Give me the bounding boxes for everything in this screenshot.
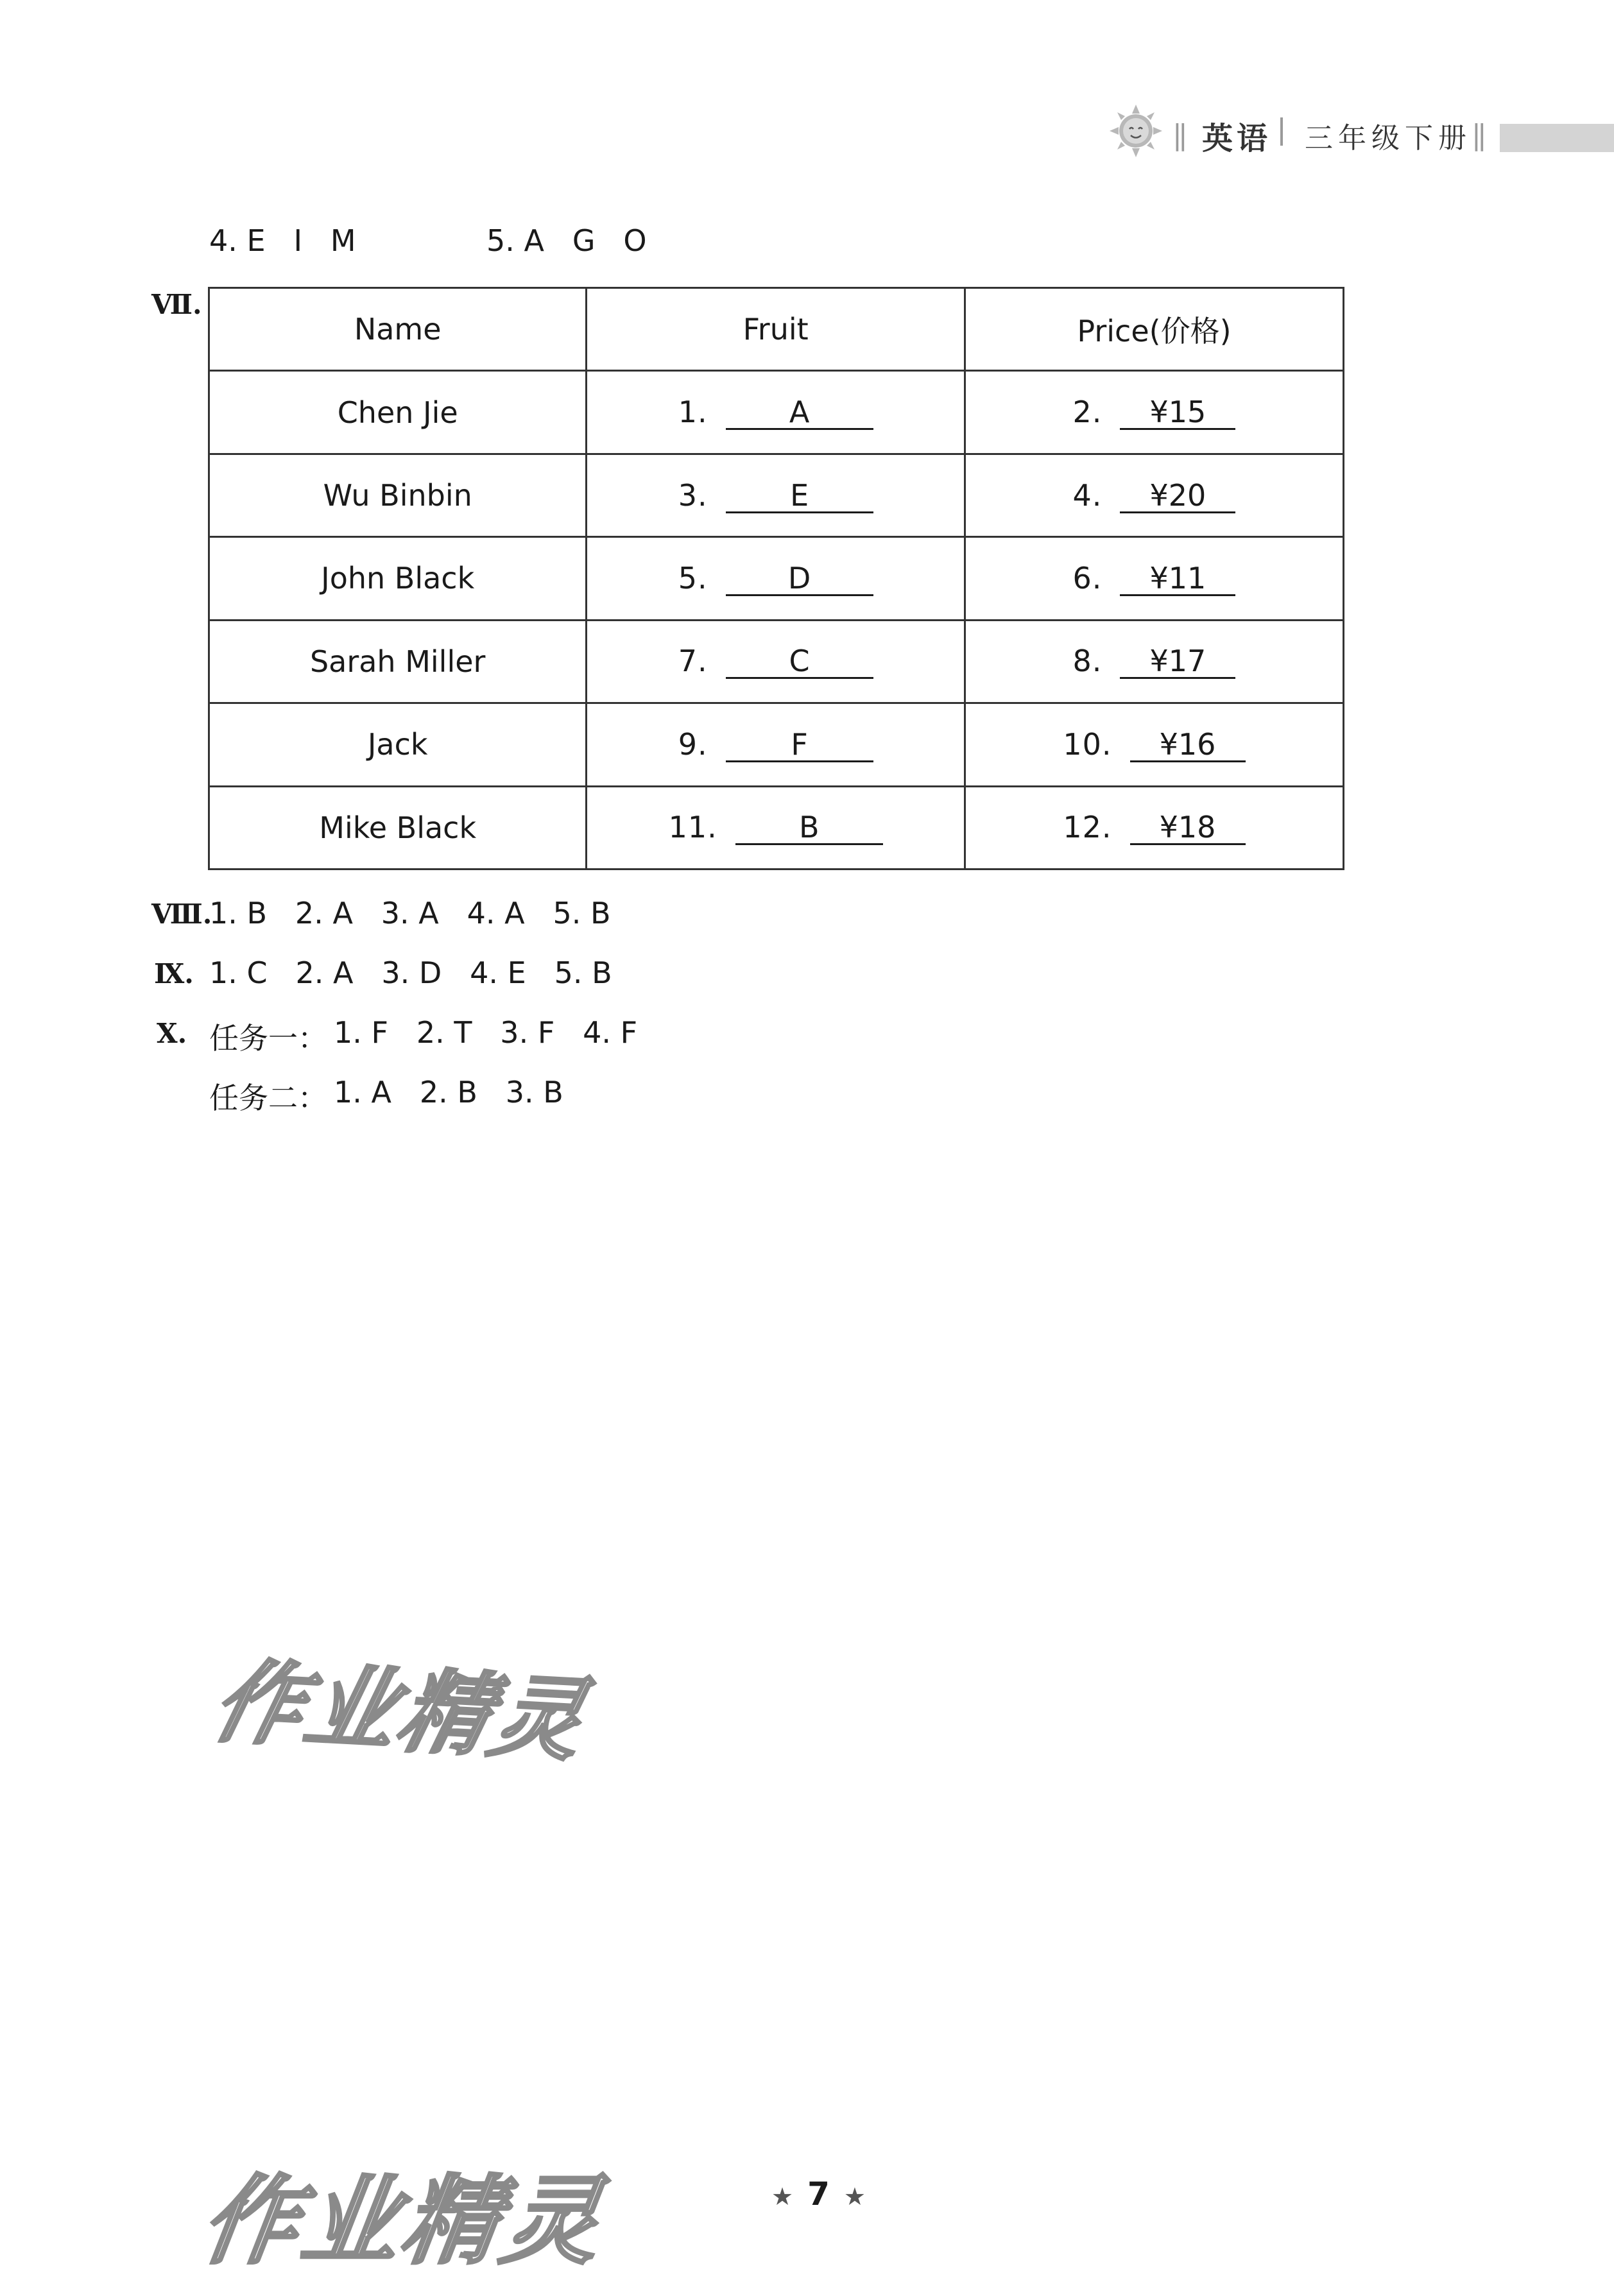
task-1-answers: 1. F 2. T 3. F 4. F xyxy=(334,1015,638,1050)
header-divider-bars: || xyxy=(1172,119,1184,151)
row-name: John Black xyxy=(209,537,587,620)
fruit-answer: B xyxy=(735,811,883,845)
header-fruit: Fruit xyxy=(587,288,965,371)
table-row xyxy=(209,537,1344,620)
sun-icon xyxy=(1107,102,1165,160)
price-answer: ¥15 xyxy=(1120,396,1235,430)
row-fruit xyxy=(587,703,965,786)
price-number: 10. xyxy=(1063,726,1112,762)
fruit-price-table xyxy=(208,287,1344,870)
header-separator xyxy=(1280,117,1283,146)
row-price xyxy=(965,786,1343,869)
table-row xyxy=(209,371,1344,454)
table-row xyxy=(209,620,1344,703)
fruit-answer: D xyxy=(726,562,873,596)
fruit-number: 7. xyxy=(678,644,708,679)
table-row xyxy=(209,786,1344,869)
row-name: Sarah Miller xyxy=(209,620,587,703)
watermark-logo: 作业精灵 xyxy=(203,1649,598,1774)
row-price xyxy=(965,537,1343,620)
header-gray-strip xyxy=(1500,124,1614,152)
row-fruit xyxy=(587,454,965,536)
watermark-logo-bottom: 作业精灵 xyxy=(194,2166,612,2277)
section-9-answers: 1. C 2. A 3. D 4. E 5. B xyxy=(209,955,612,990)
section-8-numeral: Ⅷ. xyxy=(151,898,212,930)
row-fruit xyxy=(587,620,965,703)
table-row xyxy=(209,454,1344,536)
price-answer: ¥18 xyxy=(1130,811,1246,845)
row-name: Wu Binbin xyxy=(209,454,587,536)
section-8-answers: 1. B 2. A 3. A 4. A 5. B xyxy=(209,896,611,930)
fruit-number: 1. xyxy=(678,395,708,430)
row-fruit xyxy=(587,786,965,869)
price-number: 8. xyxy=(1072,644,1103,679)
header-grade: 三年级下册 xyxy=(1305,122,1472,155)
star-icon: ★ xyxy=(771,2182,794,2211)
table-header-row xyxy=(209,288,1344,371)
section-7-numeral: Ⅶ. xyxy=(151,289,202,320)
page-header xyxy=(1107,99,1614,170)
row-price xyxy=(965,620,1343,703)
answer-item-4: 4. E I M xyxy=(209,223,356,258)
price-number: 12. xyxy=(1063,810,1112,845)
section-9-numeral: Ⅸ. xyxy=(154,958,194,990)
row-price xyxy=(965,454,1343,536)
row-fruit xyxy=(587,537,965,620)
fruit-number: 3. xyxy=(678,477,708,513)
page-number-value: 7 xyxy=(807,2175,830,2213)
fruit-number: 5. xyxy=(678,560,708,595)
price-number: 2. xyxy=(1072,395,1103,430)
header-price: Price(价格) xyxy=(965,288,1343,371)
task-2-label: 任务二： xyxy=(209,1081,327,1115)
price-answer: ¥16 xyxy=(1130,728,1246,762)
page-number xyxy=(757,2175,880,2213)
price-number: 4. xyxy=(1072,477,1103,513)
fruit-answer: A xyxy=(726,396,873,430)
fruit-answer: F xyxy=(726,728,873,762)
fruit-answer: E xyxy=(726,479,873,513)
fruit-number: 9. xyxy=(678,726,708,762)
fruit-answer: C xyxy=(726,645,873,679)
row-price xyxy=(965,703,1343,786)
row-fruit xyxy=(587,371,965,454)
row-name: Jack xyxy=(209,703,587,786)
header-name: Name xyxy=(209,288,587,371)
task-2-answers: 1. A 2. B 3. B xyxy=(334,1075,563,1109)
section-10-numeral: Ⅹ. xyxy=(157,1018,187,1049)
row-name: Mike Black xyxy=(209,786,587,869)
header-divider-bars-right: || xyxy=(1472,119,1483,151)
header-subject: 英语 xyxy=(1202,121,1272,157)
row-name: Chen Jie xyxy=(209,371,587,454)
price-number: 6. xyxy=(1072,560,1103,595)
answer-item-5: 5. A G O xyxy=(486,223,647,258)
price-answer: ¥20 xyxy=(1120,479,1235,513)
price-answer: ¥11 xyxy=(1120,562,1235,596)
row-price xyxy=(965,371,1343,454)
price-answer: ¥17 xyxy=(1120,645,1235,679)
task-1-label: 任务一： xyxy=(209,1021,327,1056)
fruit-number: 11. xyxy=(668,810,717,845)
table-row xyxy=(209,703,1344,786)
star-icon: ★ xyxy=(843,2182,866,2211)
